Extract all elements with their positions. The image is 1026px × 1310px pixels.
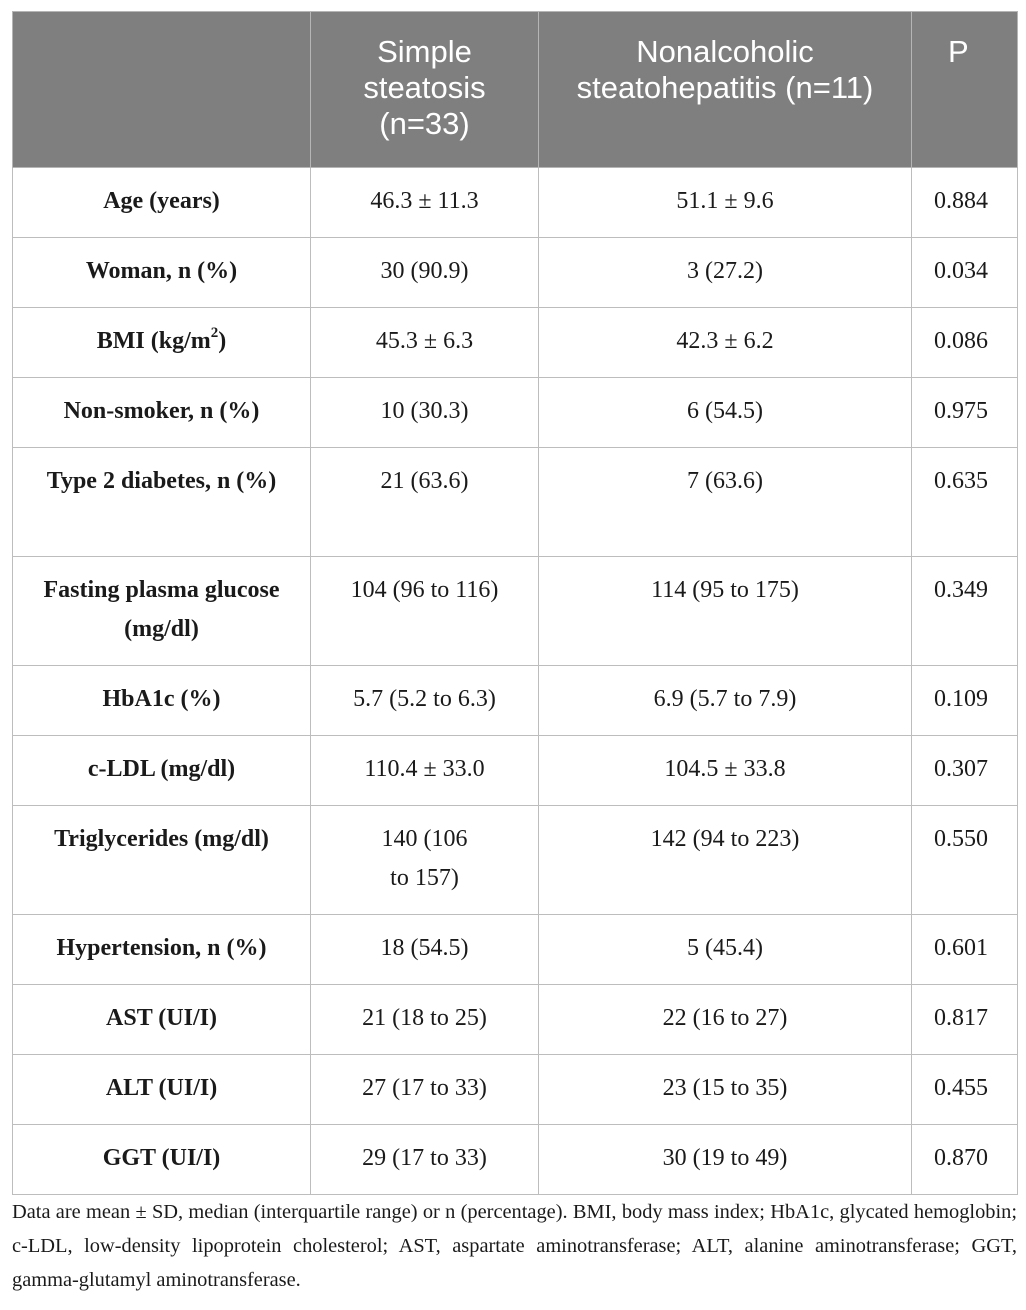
cell-nash: 23 (15 to 35): [539, 1055, 912, 1125]
cell-nash: 6.9 (5.7 to 7.9): [539, 666, 912, 736]
table-row: [13, 238, 1018, 308]
cell-nash: 5 (45.4): [539, 915, 912, 985]
cell-nash: 22 (16 to 27): [539, 985, 912, 1055]
table-row: [13, 1055, 1018, 1125]
cell-p-value: 0.884: [912, 168, 1018, 238]
cell-nash: 6 (54.5): [539, 378, 912, 448]
cell-p-value: 0.975: [912, 378, 1018, 448]
cell-p-value: 0.550: [912, 806, 1018, 915]
cell-simple-steatosis: 46.3 ± 11.3: [311, 168, 539, 238]
cell-p-value: 0.635: [912, 448, 1018, 557]
table-row: [13, 378, 1018, 448]
row-label: c-LDL (mg/dl): [13, 736, 311, 806]
cell-nash: 7 (63.6): [539, 448, 912, 557]
table-row: [13, 308, 1018, 378]
row-label: Non-smoker, n (%): [13, 378, 311, 448]
cell-nash: 3 (27.2): [539, 238, 912, 308]
cell-simple-steatosis: 30 (90.9): [311, 238, 539, 308]
cell-simple-steatosis: 27 (17 to 33): [311, 1055, 539, 1125]
header-simple-steatosis: Simple steatosis (n=33): [311, 12, 539, 168]
cell-nash: 30 (19 to 49): [539, 1125, 912, 1195]
table-row: [13, 806, 1018, 915]
cell-nash: 51.1 ± 9.6: [539, 168, 912, 238]
row-label: [13, 308, 311, 378]
row-label: Type 2 diabetes, n (%): [13, 448, 311, 557]
table-row: [13, 915, 1018, 985]
header-nash: Nonalcoholic steatohepatitis (n=11): [539, 12, 912, 168]
cell-simple-steatosis: 5.7 (5.2 to 6.3): [311, 666, 539, 736]
table-row: [13, 985, 1018, 1055]
cell-nash: 114 (95 to 175): [539, 557, 912, 666]
row-label: AST (UI/I): [13, 985, 311, 1055]
data-table-container: [12, 11, 1017, 1195]
cell-p-value: 0.086: [912, 308, 1018, 378]
row-label-superscript: 2: [210, 325, 219, 341]
cell-nash: 142 (94 to 223): [539, 806, 912, 915]
cell-simple-steatosis: 29 (17 to 33): [311, 1125, 539, 1195]
table-row: [13, 1125, 1018, 1195]
cell-p-value: 0.307: [912, 736, 1018, 806]
patient-characteristics-table: [12, 11, 1018, 1195]
table-footnote: Data are mean ± SD, median (interquartile range) or n (percentage). BMI, body mass index; HbA1c, glycated hemoglobin; c-LDL, low-density lipoprotein cholesterol; AST, aspartate aminotransferase; ALT, alanine aminotransferase; GGT, gamma-glutamyl aminotransferase.: [12, 1201, 1017, 1291]
cell-simple-steatosis: 140 (106 to 157): [311, 806, 539, 915]
table-row: [13, 666, 1018, 736]
cell-simple-steatosis: 18 (54.5): [311, 915, 539, 985]
row-label: HbA1c (%): [13, 666, 311, 736]
row-label-text: BMI (kg/m: [96, 328, 211, 354]
cell-p-value: 0.817: [912, 985, 1018, 1055]
row-label: Woman, n (%): [13, 238, 311, 308]
cell-nash: 42.3 ± 6.2: [539, 308, 912, 378]
row-label-suffix: ): [218, 328, 227, 354]
row-label: Age (years): [13, 168, 311, 238]
row-label: Hypertension, n (%): [13, 915, 311, 985]
cell-p-value: 0.109: [912, 666, 1018, 736]
cell-p-value: 0.034: [912, 238, 1018, 308]
cell-simple-steatosis: 45.3 ± 6.3: [311, 308, 539, 378]
table-row: [13, 736, 1018, 806]
cell-p-value: 0.601: [912, 915, 1018, 985]
cell-p-value: 0.870: [912, 1125, 1018, 1195]
table-header-row: [13, 12, 1018, 168]
cell-simple-steatosis: 10 (30.3): [311, 378, 539, 448]
cell-p-value: 0.455: [912, 1055, 1018, 1125]
row-label: GGT (UI/I): [13, 1125, 311, 1195]
cell-simple-steatosis: 21 (18 to 25): [311, 985, 539, 1055]
cell-simple-steatosis: 110.4 ± 33.0: [311, 736, 539, 806]
table-row: [13, 557, 1018, 666]
header-p-value: P: [912, 12, 1018, 168]
header-empty-cell: [13, 12, 311, 168]
row-label: Fasting plasma glucose (mg/dl): [13, 557, 311, 666]
row-label: Triglycerides (mg/dl): [13, 806, 311, 915]
cell-simple-steatosis: 21 (63.6): [311, 448, 539, 557]
cell-p-value: 0.349: [912, 557, 1018, 666]
cell-nash: 104.5 ± 33.8: [539, 736, 912, 806]
table-row: [13, 168, 1018, 238]
cell-simple-steatosis: 104 (96 to 116): [311, 557, 539, 666]
table-row: [13, 448, 1018, 557]
row-label: ALT (UI/I): [13, 1055, 311, 1125]
